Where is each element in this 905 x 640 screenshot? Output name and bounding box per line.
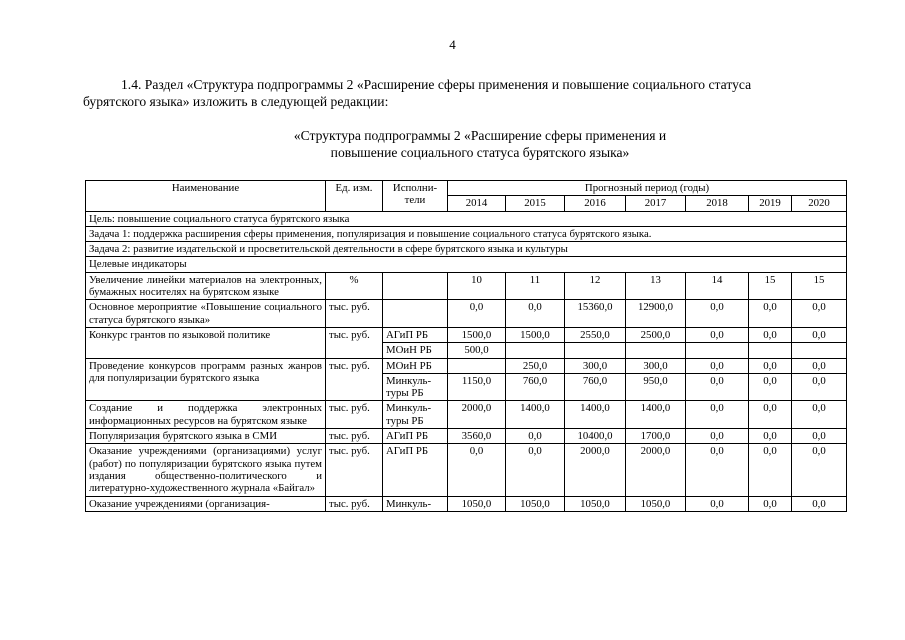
row-value: 0,0 <box>448 300 506 328</box>
header-year: 2014 <box>448 196 506 211</box>
row-executor: Минкуль- <box>383 496 448 511</box>
row-value: 2550,0 <box>565 327 626 342</box>
row-value: 0,0 <box>749 358 792 373</box>
row-value: 12 <box>565 272 626 300</box>
task-row <box>86 226 847 241</box>
amendment-line-2: бурятского языка» изложить в следующей редакции: <box>83 94 389 109</box>
table-row <box>86 327 847 342</box>
header-year: 2020 <box>792 196 847 211</box>
row-value: 500,0 <box>448 343 506 358</box>
row-name: Конкурс грантов по языковой политике <box>86 327 326 358</box>
row-value: 300,0 <box>565 358 626 373</box>
row-value: 0,0 <box>792 373 847 401</box>
row-value: 250,0 <box>506 358 565 373</box>
goal-text: Цель: повышение социального статуса бурятского языка <box>86 211 847 226</box>
row-executor: АГиП РБ <box>383 327 448 342</box>
row-value: 1050,0 <box>506 496 565 511</box>
row-name: Популяризация бурятского языка в СМИ <box>86 429 326 444</box>
table-row <box>86 444 847 496</box>
row-value <box>626 343 686 358</box>
row-value: 2000,0 <box>626 444 686 496</box>
row-executor: МОиН РБ <box>383 343 448 358</box>
page-number: 4 <box>449 37 456 52</box>
row-name: Создание и поддержка электронных информационных ресурсов на бурятском языке <box>86 401 326 429</box>
row-value: 1500,0 <box>448 327 506 342</box>
row-value <box>686 343 749 358</box>
header-year: 2016 <box>565 196 626 211</box>
row-value <box>565 343 626 358</box>
row-value: 0,0 <box>686 496 749 511</box>
header-year: 2015 <box>506 196 565 211</box>
structure-title-line-1: «Структура подпрограммы 2 «Расширение сферы применения и <box>293 128 667 143</box>
header-year: 2019 <box>749 196 792 211</box>
task-1-text: Задача 1: поддержка расширения сферы применения, популяризация и повышение социального статуса бурятского языка. <box>86 226 847 241</box>
row-value: 0,0 <box>749 429 792 444</box>
task-2-text: Задача 2: развитие издательской и просветительской деятельности в сфере бурятского языка и культуры <box>86 242 847 257</box>
row-value: 0,0 <box>792 327 847 342</box>
row-value: 12900,0 <box>626 300 686 328</box>
row-value: 0,0 <box>792 444 847 496</box>
row-value: 1500,0 <box>506 327 565 342</box>
row-unit: тыс. руб. <box>326 300 383 328</box>
indicators-header-row <box>86 257 847 272</box>
row-unit: тыс. руб. <box>326 496 383 511</box>
row-value: 10400,0 <box>565 429 626 444</box>
row-unit: тыс. руб. <box>326 444 383 496</box>
header-executors-line-1: Исполни- <box>392 182 438 194</box>
row-value: 11 <box>506 272 565 300</box>
table-row <box>86 429 847 444</box>
row-name: Проведение конкурсов программ разных жанров для популяризации бурятского языка <box>86 358 326 401</box>
row-unit: тыс. руб. <box>326 358 383 401</box>
row-value <box>448 358 506 373</box>
row-value: 1400,0 <box>565 401 626 429</box>
row-value: 0,0 <box>792 300 847 328</box>
row-value: 0,0 <box>448 444 506 496</box>
row-value: 10 <box>448 272 506 300</box>
row-value: 0,0 <box>749 373 792 401</box>
row-value: 0,0 <box>506 429 565 444</box>
row-value: 0,0 <box>686 444 749 496</box>
row-value: 1400,0 <box>506 401 565 429</box>
row-value: 760,0 <box>506 373 565 401</box>
row-value: 0,0 <box>506 444 565 496</box>
row-value: 0,0 <box>792 429 847 444</box>
goal-row <box>86 211 847 226</box>
header-row-1 <box>86 181 847 196</box>
row-executor: МОиН РБ <box>383 358 448 373</box>
row-value: 1050,0 <box>626 496 686 511</box>
table-row <box>86 272 847 300</box>
row-value: 0,0 <box>749 327 792 342</box>
row-value: 1050,0 <box>448 496 506 511</box>
row-value: 0,0 <box>749 300 792 328</box>
row-value: 3560,0 <box>448 429 506 444</box>
row-value: 300,0 <box>626 358 686 373</box>
row-value: 0,0 <box>749 496 792 511</box>
indicators-header: Целевые индикаторы <box>86 257 847 272</box>
structure-table <box>85 180 847 512</box>
row-value: 1700,0 <box>626 429 686 444</box>
row-unit: тыс. руб. <box>326 429 383 444</box>
row-value: 2000,0 <box>565 444 626 496</box>
row-unit: % <box>326 272 383 300</box>
task-row <box>86 242 847 257</box>
header-period: Прогнозный период (годы) <box>448 181 847 196</box>
row-executor: Минкуль-туры РБ <box>383 401 448 429</box>
row-value <box>749 343 792 358</box>
row-executor <box>383 272 448 300</box>
table-row <box>86 401 847 429</box>
structure-title-line-2: повышение социального статуса бурятского языка» <box>330 145 630 160</box>
amendment-paragraph <box>83 76 839 110</box>
header-year: 2017 <box>626 196 686 211</box>
row-value: 0,0 <box>686 429 749 444</box>
row-value: 2000,0 <box>448 401 506 429</box>
row-name: Основное мероприятие «Повышение социального статуса бурятского языка» <box>86 300 326 328</box>
header-name: Наименование <box>86 181 326 212</box>
header-unit: Ед. изм. <box>326 181 383 212</box>
row-value: 14 <box>686 272 749 300</box>
header-executors <box>383 181 448 212</box>
table-row <box>86 300 847 328</box>
row-name: Увеличение линейки материалов на электронных, бумажных носителях на бурятском языке <box>86 272 326 300</box>
row-value: 0,0 <box>792 358 847 373</box>
row-value: 1150,0 <box>448 373 506 401</box>
row-value: 1050,0 <box>565 496 626 511</box>
row-value <box>792 343 847 358</box>
row-name: Оказание учреждениями (организациями) услуг (работ) по популяризации бурятского языка путем издания общественно-политического и литературно-художественного журнала «Байгал» <box>86 444 326 496</box>
row-unit: тыс. руб. <box>326 327 383 358</box>
row-value: 13 <box>626 272 686 300</box>
row-value: 0,0 <box>686 327 749 342</box>
row-value: 0,0 <box>686 373 749 401</box>
row-executor: АГиП РБ <box>383 444 448 496</box>
table-row <box>86 496 847 511</box>
row-value: 0,0 <box>749 401 792 429</box>
row-value: 15360,0 <box>565 300 626 328</box>
row-value: 15 <box>749 272 792 300</box>
row-value: 2500,0 <box>626 327 686 342</box>
row-value <box>506 343 565 358</box>
row-value: 0,0 <box>686 401 749 429</box>
row-name: Оказание учреждениями (организация- <box>86 496 326 511</box>
row-executor: Минкуль-туры РБ <box>383 373 448 401</box>
row-unit: тыс. руб. <box>326 401 383 429</box>
header-year: 2018 <box>686 196 749 211</box>
row-value: 1400,0 <box>626 401 686 429</box>
amendment-line-1: 1.4. Раздел «Структура подпрограммы 2 «Расширение сферы применения и повышение социального статуса <box>121 77 752 92</box>
row-value: 950,0 <box>626 373 686 401</box>
row-value: 0,0 <box>749 444 792 496</box>
header-executors-line-2: тели <box>404 194 426 207</box>
row-value: 0,0 <box>686 358 749 373</box>
row-executor <box>383 300 448 328</box>
row-executor: АГиП РБ <box>383 429 448 444</box>
row-value: 0,0 <box>506 300 565 328</box>
row-value: 15 <box>792 272 847 300</box>
row-value: 0,0 <box>792 401 847 429</box>
row-value: 0,0 <box>792 496 847 511</box>
row-value: 760,0 <box>565 373 626 401</box>
table-row <box>86 358 847 373</box>
structure-title <box>190 127 770 161</box>
row-value: 0,0 <box>686 300 749 328</box>
